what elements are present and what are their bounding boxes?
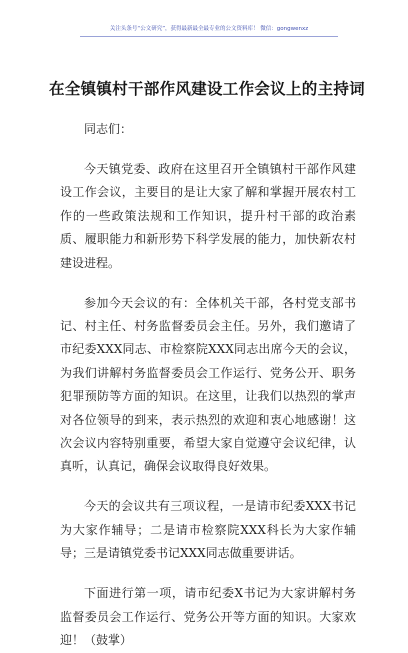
document-body xyxy=(60,118,356,653)
paragraph-agenda: 今天的会议共有三项议程，一是请市纪委XXX书记为大家作辅导；二是请市检察院XXX科长为大家作辅导；三是请镇党委书记XXX同志做重要讲话。 xyxy=(60,499,356,561)
greeting: 同志们： xyxy=(84,122,133,136)
document-title: 在全镇镇村干部作风建设工作会议上的主持词 xyxy=(48,80,365,98)
header-note: 关注头条号“公文研究”，获得最新最全最专业的公文资料库！ 微信：gongwenxz xyxy=(109,26,309,32)
paragraph-attendees: 参加今天会议的有：全体机关干部，各村党支部书记、村主任、村务监督委员会主任。另外，我们邀请了市纪委XXX同志、市检察院XXX同志出席今天的会议，为我们讲解村务监督委员会工作运行、党务公开、职务犯罪预防等方面的知识。在这里，让我们以热烈的掌声对各位领导的到来，表示热烈的欢迎和衷心地感谢！这次会议内容特别重要，希望大家自觉遵守会议纪律，认真听，认真记，确保会议取得良好效果。 xyxy=(60,295,356,474)
paragraph-first-item: 下面进行第一项，请市纪委X书记为大家讲解村务监督委员会工作运行、党务公开等方面的知识。大家欢迎！（鼓掌） xyxy=(60,586,356,648)
header-divider xyxy=(80,36,338,37)
paragraph-opening: 今天镇党委、政府在这里召开全镇镇村干部作风建设工作会议，主要目的是让大家了解和掌握开展农村工作的一些政策法规和工作知识，提升村干部的政治素质、履职能力和新形势下科学发展的能力，加快新农村建设进程。 xyxy=(60,162,356,270)
